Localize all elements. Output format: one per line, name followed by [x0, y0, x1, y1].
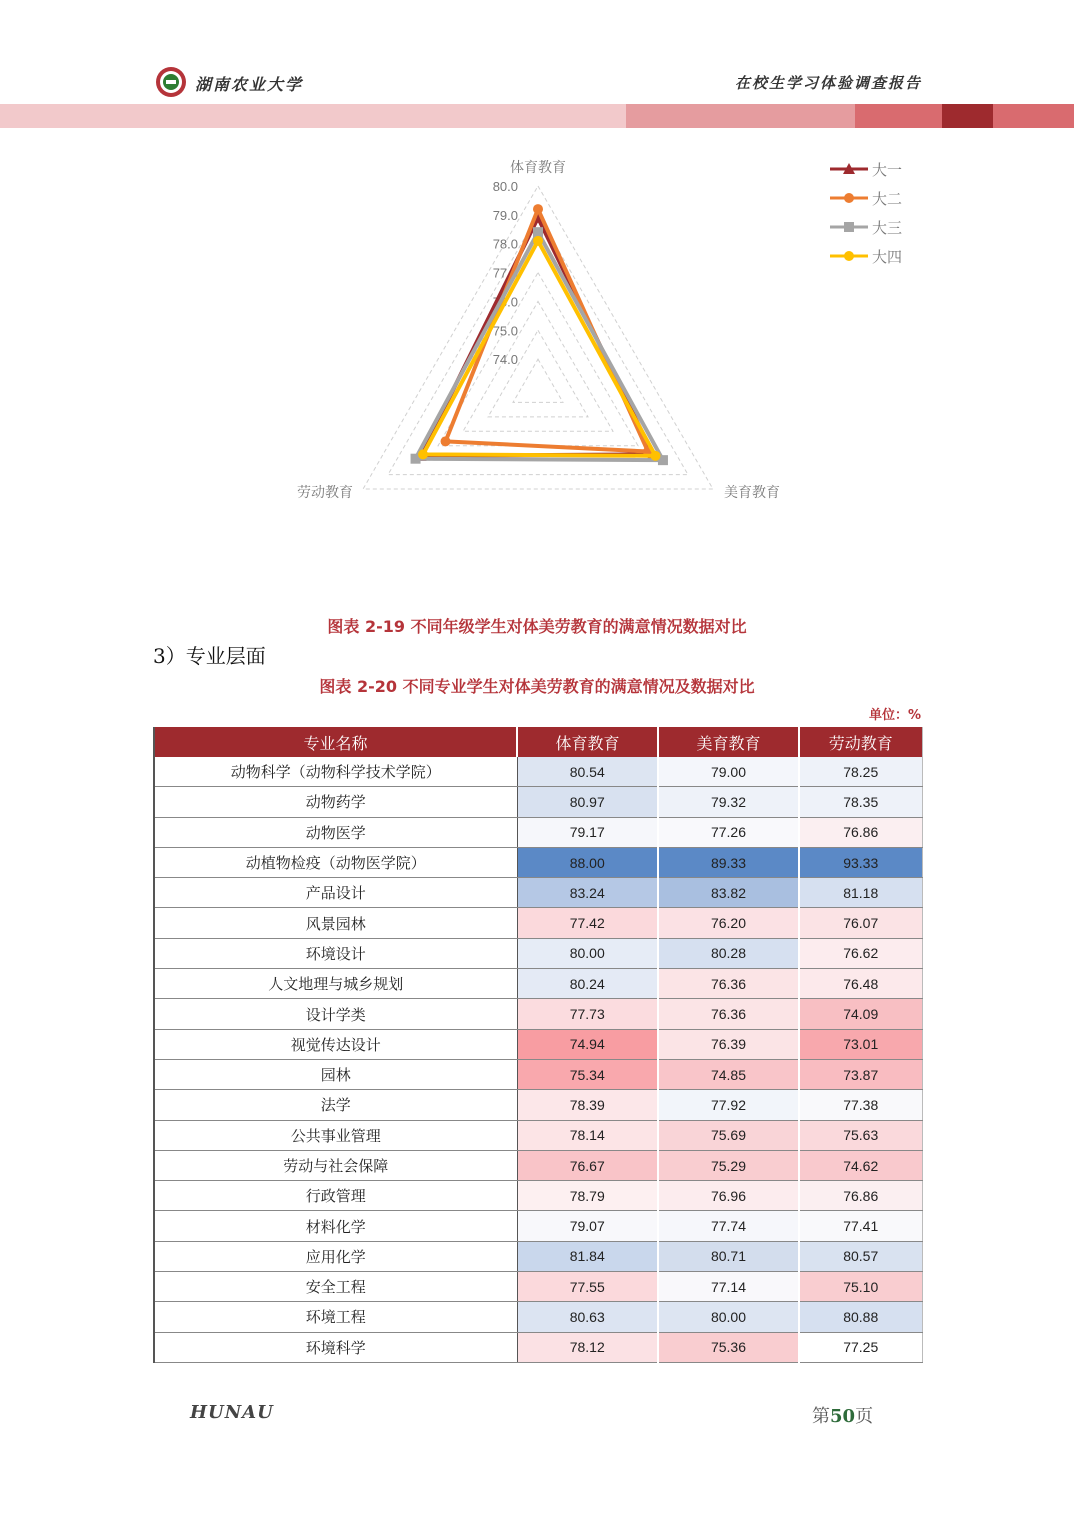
column-header-labor: 劳动教育: [799, 727, 922, 757]
major-name-cell: 动物药学: [154, 787, 517, 817]
pe-score-cell: 76.67: [517, 1150, 658, 1180]
aesthetic-score-cell: 80.28: [658, 938, 799, 968]
major-name-cell: 设计学类: [154, 999, 517, 1029]
labor-score-cell: 76.86: [799, 1181, 922, 1211]
aesthetic-score-cell: 83.82: [658, 878, 799, 908]
radar-axis-label: 体育教育: [510, 160, 566, 176]
radar-point: [533, 236, 543, 246]
table-row: [154, 1150, 922, 1180]
pe-score-cell: 79.17: [517, 817, 658, 847]
aesthetic-score-cell: 77.74: [658, 1211, 799, 1241]
unit-label: 单位：%: [868, 708, 921, 723]
aesthetic-score-cell: 75.29: [658, 1150, 799, 1180]
column-header-major: 专业名称: [154, 727, 517, 757]
pe-score-cell: 80.24: [517, 969, 658, 999]
header-band-mid: [626, 104, 855, 128]
major-name-cell: 公共事业管理: [154, 1120, 517, 1150]
radar-chart-svg: [0, 140, 1074, 580]
table-row: [154, 1332, 922, 1362]
pe-score-cell: 77.55: [517, 1272, 658, 1302]
header-band-brand: [942, 104, 993, 128]
footer-brand: HUNAU: [190, 1402, 274, 1423]
page-suffix: 页: [855, 1406, 874, 1427]
aesthetic-score-cell: 75.69: [658, 1120, 799, 1150]
table-row: [154, 1181, 922, 1211]
major-name-cell: 劳动与社会保障: [154, 1150, 517, 1180]
labor-score-cell: 73.87: [799, 1059, 922, 1089]
labor-score-cell: 77.41: [799, 1211, 922, 1241]
table-row: [154, 847, 922, 877]
radar-tick-label: 79.0: [492, 207, 518, 223]
major-satisfaction-table: [153, 727, 923, 1363]
major-name-cell: 动物医学: [154, 817, 517, 847]
major-name-cell: 行政管理: [154, 1181, 517, 1211]
radar-tick-label: 77.0: [492, 265, 518, 281]
legend-label: 大四: [872, 248, 903, 266]
major-name-cell: 安全工程: [154, 1272, 517, 1302]
pe-score-cell: 75.34: [517, 1059, 658, 1089]
radar-point: [418, 449, 428, 459]
radar-series-line: [423, 241, 655, 456]
labor-score-cell: 80.88: [799, 1302, 922, 1332]
table-row: [154, 1272, 922, 1302]
aesthetic-score-cell: 76.36: [658, 999, 799, 1029]
legend-label: 大二: [872, 190, 903, 208]
major-name-cell: 产品设计: [154, 878, 517, 908]
table-row: [154, 1090, 922, 1120]
major-name-cell: 材料化学: [154, 1211, 517, 1241]
header-band-end: [993, 104, 1074, 128]
pe-score-cell: 80.63: [517, 1302, 658, 1332]
aesthetic-score-cell: 76.36: [658, 969, 799, 999]
labor-score-cell: 73.01: [799, 1029, 922, 1059]
major-name-cell: 动物科学（动物科学技术学院）: [154, 757, 517, 787]
page-number-value: 50: [830, 1406, 856, 1427]
section-heading: 3）专业层面: [153, 644, 266, 668]
header-band-dark: [855, 104, 942, 128]
aesthetic-score-cell: 76.20: [658, 908, 799, 938]
header-university-name: 湖南农业大学: [195, 75, 304, 94]
aesthetic-score-cell: 76.96: [658, 1181, 799, 1211]
pe-score-cell: 74.94: [517, 1029, 658, 1059]
aesthetic-score-cell: 77.26: [658, 817, 799, 847]
aesthetic-score-cell: 76.39: [658, 1029, 799, 1059]
pe-score-cell: 79.07: [517, 1211, 658, 1241]
major-name-cell: 动植物检疫（动物医学院）: [154, 847, 517, 877]
aesthetic-score-cell: 80.71: [658, 1241, 799, 1271]
pe-score-cell: 80.54: [517, 757, 658, 787]
radar-point: [441, 436, 451, 446]
header-report-title: 在校生学习体验调查报告: [734, 74, 922, 92]
labor-score-cell: 75.10: [799, 1272, 922, 1302]
radar-axis-label: 劳动教育: [297, 485, 353, 501]
labor-score-cell: 74.09: [799, 999, 922, 1029]
pe-score-cell: 83.24: [517, 878, 658, 908]
labor-score-cell: 77.38: [799, 1090, 922, 1120]
pe-score-cell: 78.39: [517, 1090, 658, 1120]
radar-chart: [0, 140, 1074, 580]
table-row: [154, 908, 922, 938]
radar-point: [650, 451, 660, 461]
labor-score-cell: 76.07: [799, 908, 922, 938]
labor-score-cell: 78.25: [799, 757, 922, 787]
radar-tick-label: 75.0: [492, 323, 518, 339]
pe-score-cell: 78.14: [517, 1120, 658, 1150]
aesthetic-score-cell: 75.36: [658, 1332, 799, 1362]
pe-score-cell: 81.84: [517, 1241, 658, 1271]
figure-20-caption: 图表 2-20 不同专业学生对体美劳教育的满意情况及数据对比: [319, 677, 755, 696]
legend-label: 大三: [872, 219, 903, 237]
pe-score-cell: 78.79: [517, 1181, 658, 1211]
labor-score-cell: 75.63: [799, 1120, 922, 1150]
table-row: [154, 787, 922, 817]
aesthetic-score-cell: 80.00: [658, 1302, 799, 1332]
major-name-cell: 法学: [154, 1090, 517, 1120]
major-name-cell: 应用化学: [154, 1241, 517, 1271]
labor-score-cell: 76.86: [799, 817, 922, 847]
radar-axis-label: 美育教育: [724, 485, 780, 501]
table-row: [154, 1059, 922, 1089]
major-name-cell: 环境工程: [154, 1302, 517, 1332]
pe-score-cell: 80.00: [517, 938, 658, 968]
labor-score-cell: 76.62: [799, 938, 922, 968]
page-prefix: 第: [812, 1406, 830, 1427]
aesthetic-score-cell: 74.85: [658, 1059, 799, 1089]
labor-score-cell: 77.25: [799, 1332, 922, 1362]
table-row: [154, 1302, 922, 1332]
column-header-pe: 体育教育: [517, 727, 658, 757]
pe-score-cell: 77.42: [517, 908, 658, 938]
table-row: [154, 1211, 922, 1241]
column-header-aesthetic: 美育教育: [658, 727, 799, 757]
figure-19-caption: 图表 2-19 不同年级学生对体美劳教育的满意情况数据对比: [327, 617, 747, 636]
table-row: [154, 1241, 922, 1271]
radar-grid-ring: [488, 330, 588, 417]
aesthetic-score-cell: 77.14: [658, 1272, 799, 1302]
pe-score-cell: 88.00: [517, 847, 658, 877]
pe-score-cell: 80.97: [517, 787, 658, 817]
radar-point: [533, 227, 543, 237]
pe-score-cell: 77.73: [517, 999, 658, 1029]
radar-tick-label: 76.0: [492, 294, 518, 310]
aesthetic-score-cell: 79.00: [658, 757, 799, 787]
aesthetic-score-cell: 77.92: [658, 1090, 799, 1120]
radar-tick-label: 74.0: [492, 352, 518, 368]
table-row: [154, 999, 922, 1029]
table-row: [154, 817, 922, 847]
table-row: [154, 878, 922, 908]
radar-grid-ring: [513, 359, 563, 402]
radar-tick-label: 78.0: [492, 236, 518, 252]
pe-score-cell: 78.12: [517, 1332, 658, 1362]
labor-score-cell: 80.57: [799, 1241, 922, 1271]
table-row: [154, 938, 922, 968]
table-row: [154, 1120, 922, 1150]
major-name-cell: 风景园林: [154, 908, 517, 938]
table-row: [154, 1029, 922, 1059]
major-name-cell: 视觉传达设计: [154, 1029, 517, 1059]
labor-score-cell: 93.33: [799, 847, 922, 877]
page-number: [812, 1402, 873, 1428]
major-name-cell: 环境设计: [154, 938, 517, 968]
legend-marker: [844, 193, 854, 203]
table-row: [154, 757, 922, 787]
university-logo-icon: [155, 66, 187, 98]
major-name-cell: 人文地理与城乡规划: [154, 969, 517, 999]
legend-marker: [844, 251, 854, 261]
labor-score-cell: 74.62: [799, 1150, 922, 1180]
radar-point: [533, 204, 543, 214]
table-header-row: [154, 727, 922, 757]
legend-marker: [844, 222, 854, 232]
aesthetic-score-cell: 79.32: [658, 787, 799, 817]
header-band-light: [0, 104, 626, 128]
table-row: [154, 969, 922, 999]
legend-label: 大一: [872, 161, 903, 179]
labor-score-cell: 78.35: [799, 787, 922, 817]
major-name-cell: 环境科学: [154, 1332, 517, 1362]
aesthetic-score-cell: 89.33: [658, 847, 799, 877]
radar-tick-label: 80.0: [492, 179, 518, 194]
major-name-cell: 园林: [154, 1059, 517, 1089]
labor-score-cell: 76.48: [799, 969, 922, 999]
labor-score-cell: 81.18: [799, 878, 922, 908]
